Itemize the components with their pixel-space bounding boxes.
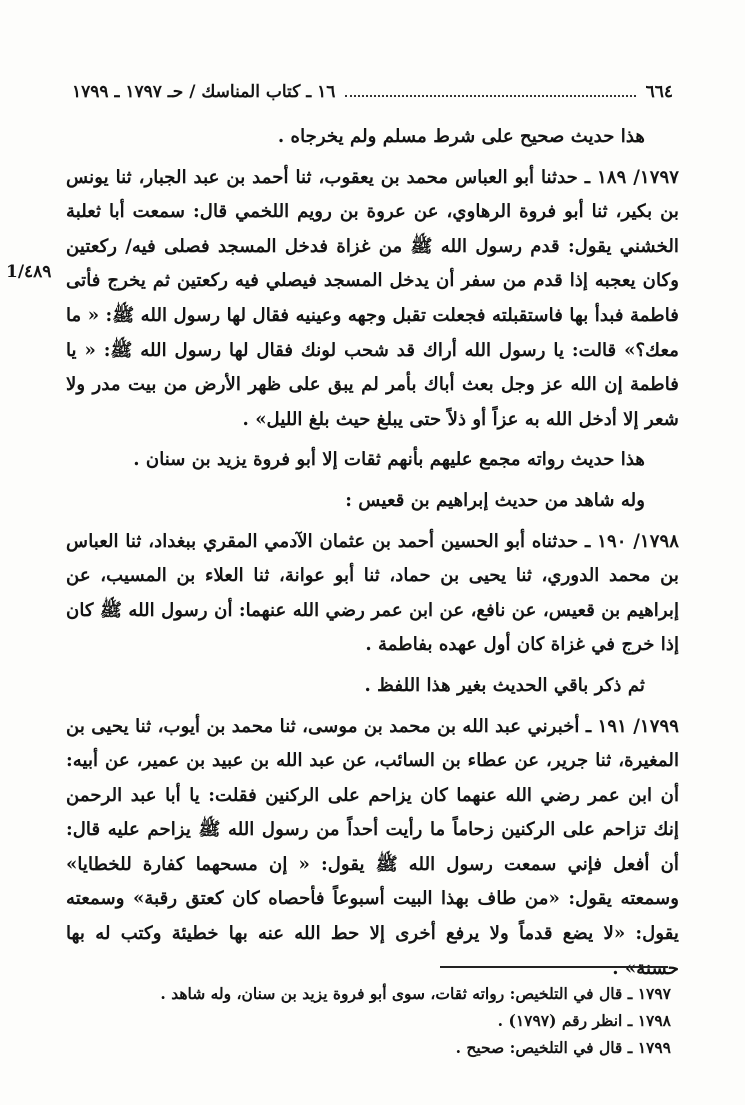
grading-paragraph: هذا حديث صحيح على شرط مسلم ولم يخرجاه . (277, 126, 645, 147)
header-dot-leader (345, 85, 635, 97)
remark-paragraph: ثم ذكر باقي الحديث بغير هذا اللفظ . (364, 674, 645, 696)
main-text (66, 120, 679, 986)
hadith-1798: ١٧٩٨/ ١٩٠ ـ حدثناه أبو الحسين أحمد بن عثمان الآدمي المقري ببغداد، ثنا العباس بن محمد الدوري، ثنا يحيى بن حماد، ثنا أبو عوانة، ثنا العلاء بن المسيب، عن إبراهيم بن قعيس، عن نافع، عن ابن عمر رضي الله عنهما: أن رسول الله ﷺ كان إذا خرج في غزاة كان أول عهده بفاطمة . (66, 530, 679, 656)
page-number: ٦٦٤ (645, 82, 673, 102)
footnote-1797: ١٧٩٧ ـ قال في التلخيص: رواته ثقات، سوى أبو فروة يزيد بن سنان، وله شاهد . (160, 984, 671, 1003)
hadith-1799: ١٧٩٩/ ١٩١ ـ أخبرني عبد الله بن محمد بن موسى، ثنا محمد بن أيوب، ثنا يحيى بن المغيرة، ثنا جرير، عن عطاء بن السائب، عن عبد الله بن عبيد بن عمير، عن أبيه: أن ابن عمر رضي الله عنهما كان يزاحم على الركنين فقلت: يا أبا عبد الرحمن إنك تزاحم على الركنين زحاماً ما رأيت أحداً من رسول الله ﷺ يزاحم عليه قال: أن أفعل فإني سمعت رسول الله ﷺ يقول: « إن مسحهما كفارة للخطايا» وسمعته يقول: «من طاف بهذا البيت أسبوعاً فأحصاه كان كعتق رقبة» وسمعته يقول: «لا يضع قدماً ولا يرفع أخرى إلا حط الله عنه بها خطيئة وكتب له بها حسنة» . (66, 715, 679, 979)
footnote-separator (440, 966, 668, 968)
footnote-1798: ١٧٩٨ ـ انظر رقم (١٧٩٧) . (497, 1011, 671, 1030)
witness-intro: وله شاهد من حديث إبراهيم بن قعيس : (345, 489, 645, 511)
hadith-1797: ١٧٩٧/ ١٨٩ ـ حدثنا أبو العباس محمد بن يعقوب، ثنا أحمد بن عبد الجبار، ثنا يونس بن بكير، ثنا أبو فروة الرهاوي، عن عروة بن رويم اللخمي قال: سمعت أبا ثعلبة الخشني يقول: قدم رسول الله ﷺ من غزاة فدخل المسجد فصلى فيه/ ركعتين وكان يعجبه إذا قدم من سفر أن يدخل المسجد فيصلي فيه ركعتين ثم يخرج فأتى فاطمة فبدأ بها فاستقبلته فجعلت تقبل وجهه وعينيه فقال لها رسول الله ﷺ: « ما معك؟» قالت: يا رسول الله أراك قد شحب لونك فقال لها رسول الله ﷺ: « يا فاطمة إن الله عز وجل بعث أباك بأمر لم يبق على ظهر الأرض من بيت مدر ولا شعر إلا أدخل الله به عزاً أو ذلاً حتى يبلغ حيث بلغ الليل» . (66, 166, 679, 430)
footnote-1799: ١٧٩٩ ـ قال في التلخيص: صحيح . (455, 1038, 671, 1057)
running-header (72, 82, 673, 108)
margin-reference: 1/٤٨٩ (6, 262, 52, 282)
footnotes (72, 980, 671, 1061)
running-title: ١٦ ـ كتاب المناسك / حـ ١٧٩٧ ـ ١٧٩٩ (72, 82, 336, 102)
grading-paragraph: هذا حديث رواته مجمع عليهم بأنهم ثقات إلا أبو فروة يزيد بن سنان . (133, 449, 645, 471)
